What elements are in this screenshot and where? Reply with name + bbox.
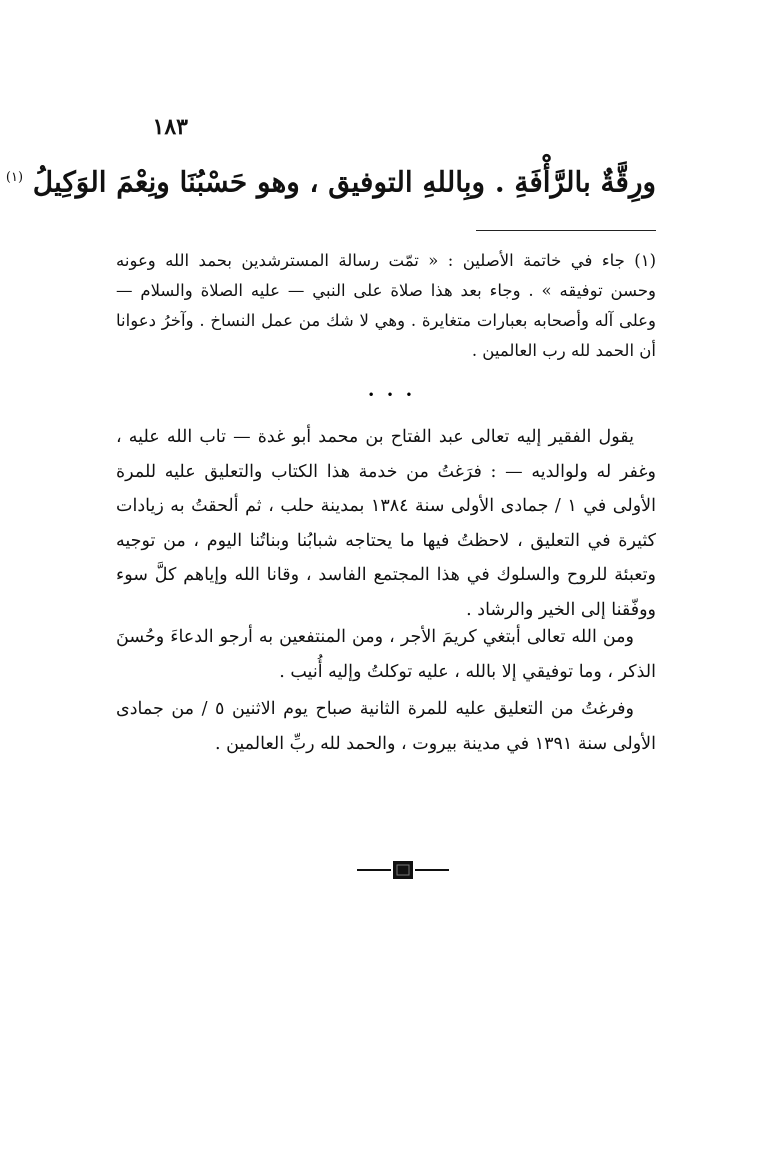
completion-paragraph: وفرغتُ من التعليق عليه للمرة الثانية صباح يوم الاثنين ٥ / من جمادى الأولى سنة ١٣٩١ في مدينة بيروت ، والحمد لله ربِّ العالمين . xyxy=(116,699,656,754)
section-separator: • • • xyxy=(367,388,417,402)
page-number: ١٨٣ xyxy=(152,114,188,140)
author-note-paragraph: يقول الفقير إليه تعالى عبد الفتاح بن محمد أبو غدة — تاب الله عليه ، وغفر له ولوالديه — : فرَغتُ من خدمة هذا الكتاب والتعليق عليه للمرة الأولى في ١ / جمادى الأولى سنة ١٣٨٤ بمدينة حلب ، ثم ألحقتُ به زيادات كثيرة في التعليق ، لاحظتُ فيها ما يحتاجه شبابُنا وبناتُنا اليوم ، من توجيه وتعبئة للروح والسلوك في هذا المجتمع الفاسد ، وقانا الله وإياهم كلَّ سوء ووفّقنا إلى الخير والرشاد . xyxy=(116,427,656,620)
footnote-divider xyxy=(476,230,656,231)
end-ornament-icon xyxy=(357,860,449,880)
closing-line-text: ورِقَّةٌ بالرَّأْفَةِ . وبِاللهِ التوفيق ، وهو حَسْبُنَا ونِعْمَ الوَكِيلُ xyxy=(32,165,656,199)
footnote: (١) جاء في خاتمة الأصلين : « تمّت رسالة المسترشدين بحمد الله وعونه وحسن توفيقه » . وجاء بعد هذا صلاة على النبي — عليه الصلاة والسلام — وعلى آله وأصحابه بعبارات متغايرة . وهي لا شك من عمل النساخ . وآخرُ دعوانا أن الحمد لله رب العالمين . xyxy=(116,251,656,360)
prayer-paragraph: ومن الله تعالى أبتغي كريمَ الأجر ، ومن المنتفعين به أرجو الدعاءَ وحُسنَ الذكر ، وما توفيقي إلا بالله ، عليه توكلتُ وإليه أُنيب . xyxy=(116,627,656,682)
closing-line xyxy=(5,148,656,212)
footnote-reference: (١) xyxy=(5,170,24,185)
